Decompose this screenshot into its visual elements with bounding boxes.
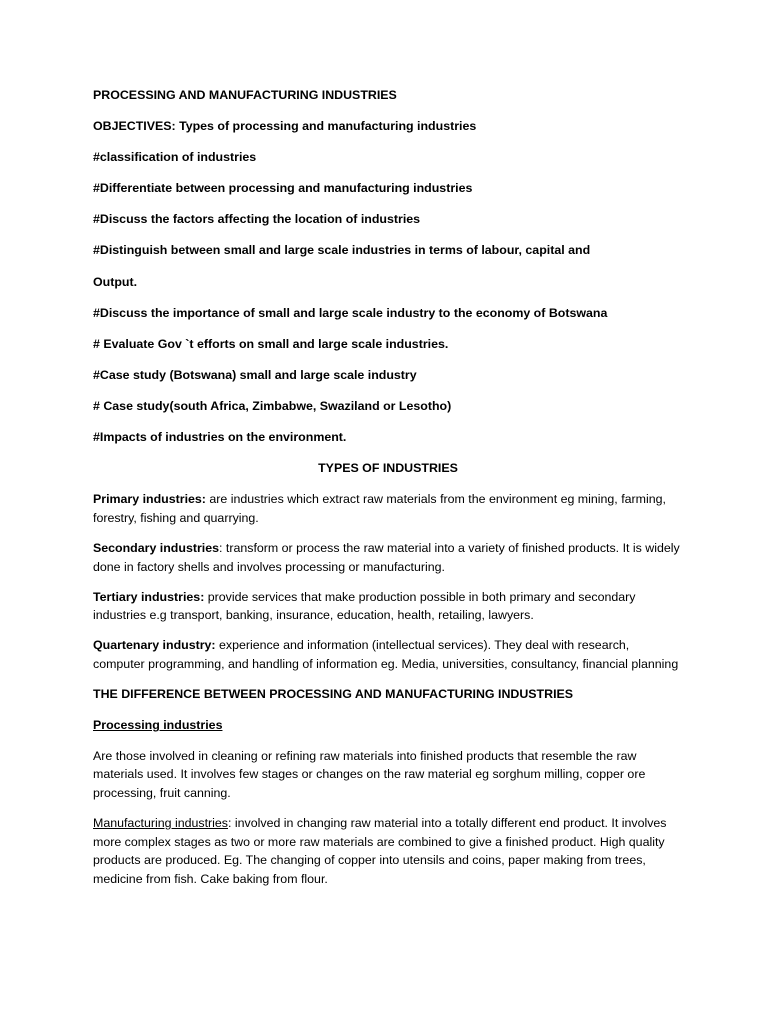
processing-heading-text: Processing industries <box>93 718 223 733</box>
type-text: experience and information (intellectual services). They deal with research, computer programming, and handling of information eg. Media, universities, consultancy, financial planning <box>93 638 679 671</box>
document-title: PROCESSING AND MANUFACTURING INDUSTRIES <box>93 88 397 102</box>
type-paragraph-primary <box>93 490 683 527</box>
document-page <box>93 86 683 900</box>
objective-line: # Evaluate Gov `t efforts on small and large scale industries. <box>93 336 449 351</box>
type-text: provide services that make production possible in both primary and secondary industries e.g transport, banking, insurance, education, health, retailing, lawyers. <box>93 589 636 623</box>
objective-line: OBJECTIVES: Types of processing and manufacturing industries <box>93 119 477 134</box>
type-term: Quartenary industry: <box>93 638 216 653</box>
objective-line: #Differentiate between processing and manufacturing industries <box>93 181 473 196</box>
manufacturing-term: Manufacturing industries <box>93 815 228 830</box>
manufacturing-paragraph <box>93 814 683 888</box>
type-term: Secondary industries <box>93 540 220 555</box>
processing-paragraph: Are those involved in cleaning or refining raw materials into finished products that resemble the raw materials used. It involves few stages or changes on the raw material eg sorghum milling, copper ore processing, fruit canning. <box>93 748 646 800</box>
objectives-list <box>93 117 683 447</box>
difference-heading: THE DIFFERENCE BETWEEN PROCESSING AND MANUFACTURING INDUSTRIES <box>93 686 574 701</box>
types-heading: TYPES OF INDUSTRIES <box>318 461 458 476</box>
objective-line: #Discuss the importance of small and large scale industry to the economy of Botswana <box>93 305 608 320</box>
type-paragraph-tertiary <box>93 588 683 625</box>
objective-line: Output. <box>93 274 138 289</box>
manufacturing-text: : involved in changing raw material into a totally different end product. It involves more complex stages as two or more raw materials are combined to give a finished product. High quality products are produced. Eg. The changing of copper into utensils and coins, paper making from trees, medicine from fish. Cake baking from flour. <box>93 815 667 886</box>
objective-line: # Case study(south Africa, Zimbabwe, Swaziland or Lesotho) <box>93 398 452 413</box>
type-text: are industries which extract raw materials from the environment eg mining, farming, forestry, fishing and quarrying. <box>93 492 666 525</box>
processing-heading <box>93 716 683 735</box>
objective-line: #Impacts of industries on the environment. <box>93 430 347 445</box>
objective-line: #Discuss the factors affecting the location of industries <box>93 212 421 227</box>
objective-line: #Case study (Botswana) small and large scale industry <box>93 367 417 382</box>
type-term: Tertiary industries: <box>93 589 205 604</box>
type-text: : transform or process the raw material into a variety of finished products. It is widely done in factory shells and involves processing or manufacturing. <box>93 540 680 574</box>
type-term: Primary industries: <box>93 492 206 507</box>
objective-line: #Distinguish between small and large scale industries in terms of labour, capital and <box>93 243 591 258</box>
type-paragraph-quartenary <box>93 636 683 673</box>
type-paragraph-secondary <box>93 539 683 576</box>
objective-line: #classification of industries <box>93 150 257 165</box>
